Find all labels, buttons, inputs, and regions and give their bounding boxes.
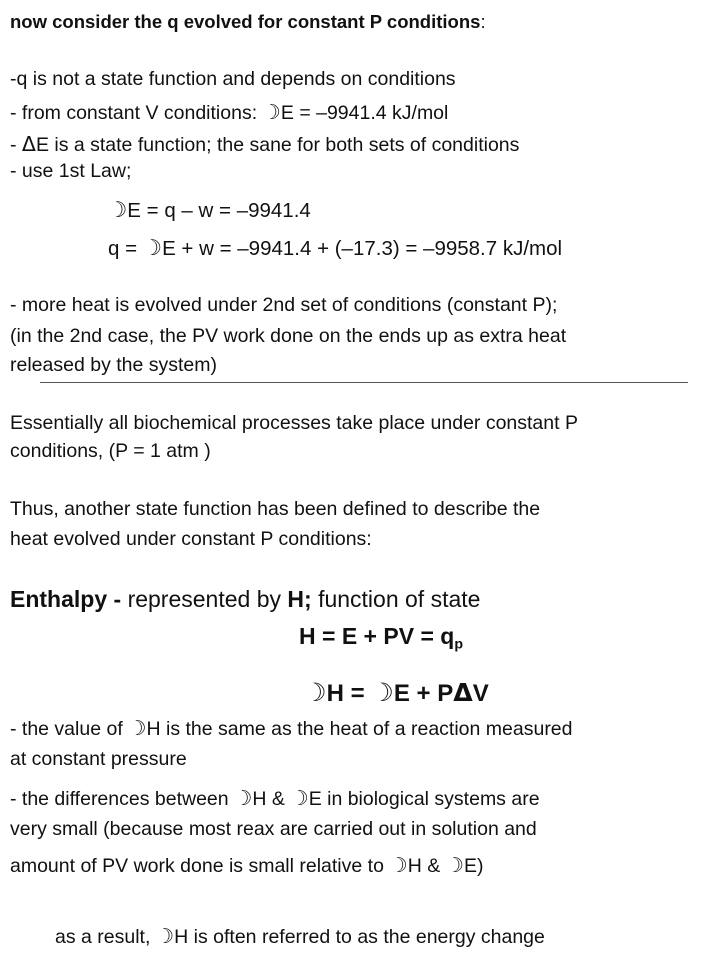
line-constant-pressure: at constant pressure — [10, 748, 187, 770]
line-very-small: very small (because most reax are carried out in solution and — [10, 818, 537, 840]
line-pv-work-small — [10, 855, 484, 877]
line-differences — [10, 788, 540, 810]
line-differences-prefix: - the differences between — [10, 788, 235, 810]
delta-glyph-icon: ☽ — [142, 236, 163, 261]
equation-delta-h — [304, 680, 489, 706]
enthalpy-represented: represented by — [127, 586, 288, 612]
equation-h-text: H = E + PV = q — [299, 623, 455, 649]
line-constant-v-value: E = –9941.4 kJ/mol — [280, 102, 449, 124]
line-pv-work: (in the 2nd case, the PV work done on the ends up as extra heat — [10, 325, 567, 347]
line-energy-prefix: as a result, — [55, 926, 156, 948]
line-energy-change — [55, 926, 545, 948]
line-value-delta-h — [10, 718, 573, 740]
delta-glyph-icon: ☽ — [371, 678, 394, 707]
delta-glyph-icon: ☽ — [290, 786, 309, 810]
line-conditions-atm: conditions, (P = 1 atm ) — [10, 440, 211, 462]
delta-glyph-icon: ☽ — [108, 198, 128, 223]
line-q-not-state: -q is not a state function and depends on conditions — [10, 68, 456, 90]
equation-first-law-text: E = q – w = –9941.4 — [127, 199, 311, 222]
line-constant-v-text: - from constant V conditions: — [10, 102, 263, 124]
line-energy-text: H is often referred to as the energy change — [174, 926, 545, 948]
equation-q-prefix: q = — [108, 237, 143, 260]
delta-glyph-icon: ☽ — [304, 678, 327, 707]
delta-symbol-icon: Δ — [21, 132, 36, 156]
line-value-text: H is the same as the heat of a reaction measured — [146, 718, 573, 740]
line-differences-text: E in biological systems are — [308, 788, 540, 810]
line-value-prefix: - the value of — [10, 718, 129, 740]
line-dash: - — [10, 134, 22, 156]
enthalpy-term: Enthalpy - — [10, 586, 128, 612]
line-e-state-text: E is a state function; the sane for both sets of conditions — [35, 134, 520, 156]
equation-q-text: E + w = –9941.4 + (–17.3) = –9958.7 kJ/mol — [162, 237, 563, 260]
enthalpy-heading — [10, 588, 480, 611]
delta-glyph-icon: ☽ — [389, 853, 408, 877]
heading-text: now consider the q evolved for constant P conditions — [10, 11, 481, 32]
heading-colon: : — [480, 11, 486, 32]
enthalpy-symbol: H; — [287, 586, 319, 612]
delta-glyph-icon: ☽ — [262, 100, 281, 124]
divider-rule — [40, 382, 688, 383]
delta-glyph-icon: ☽ — [234, 786, 253, 810]
equation-delta-h-right: E + P — [393, 680, 454, 707]
equation-h-subscript: p — [454, 636, 464, 653]
equation-q-value — [108, 238, 562, 260]
line-more-heat: - more heat is evolved under 2nd set of conditions (constant P); — [10, 294, 558, 316]
line-pv-small-prefix: amount of PV work done is small relative to — [10, 855, 390, 877]
line-pv-small-h: H & — [407, 855, 446, 877]
line-heat-evolved: heat evolved under constant P conditions: — [10, 528, 372, 550]
line-biochemical: Essentially all biochemical processes take place under constant P — [10, 412, 578, 434]
line-differences-h: H & — [252, 788, 291, 810]
delta-glyph-icon: ☽ — [445, 853, 464, 877]
delta-symbol-icon: Δ — [453, 678, 473, 707]
line-another-state: Thus, another state function has been defined to describe the — [10, 498, 541, 520]
equation-delta-h-v: V — [472, 680, 489, 707]
line-first-law: - use 1st Law; — [10, 160, 132, 182]
line-released: released by the system) — [10, 354, 218, 376]
enthalpy-function-of-state: function of state — [318, 586, 481, 612]
delta-glyph-icon: ☽ — [128, 716, 147, 740]
equation-first-law — [108, 200, 311, 222]
line-pv-small-e: E) — [464, 855, 484, 877]
line-constant-v — [10, 102, 448, 124]
line-e-state-function — [10, 134, 519, 156]
equation-delta-h-left: H = — [326, 680, 372, 707]
heading-constant-p — [10, 13, 486, 32]
delta-glyph-icon: ☽ — [155, 924, 175, 948]
equation-h-definition — [299, 625, 463, 652]
